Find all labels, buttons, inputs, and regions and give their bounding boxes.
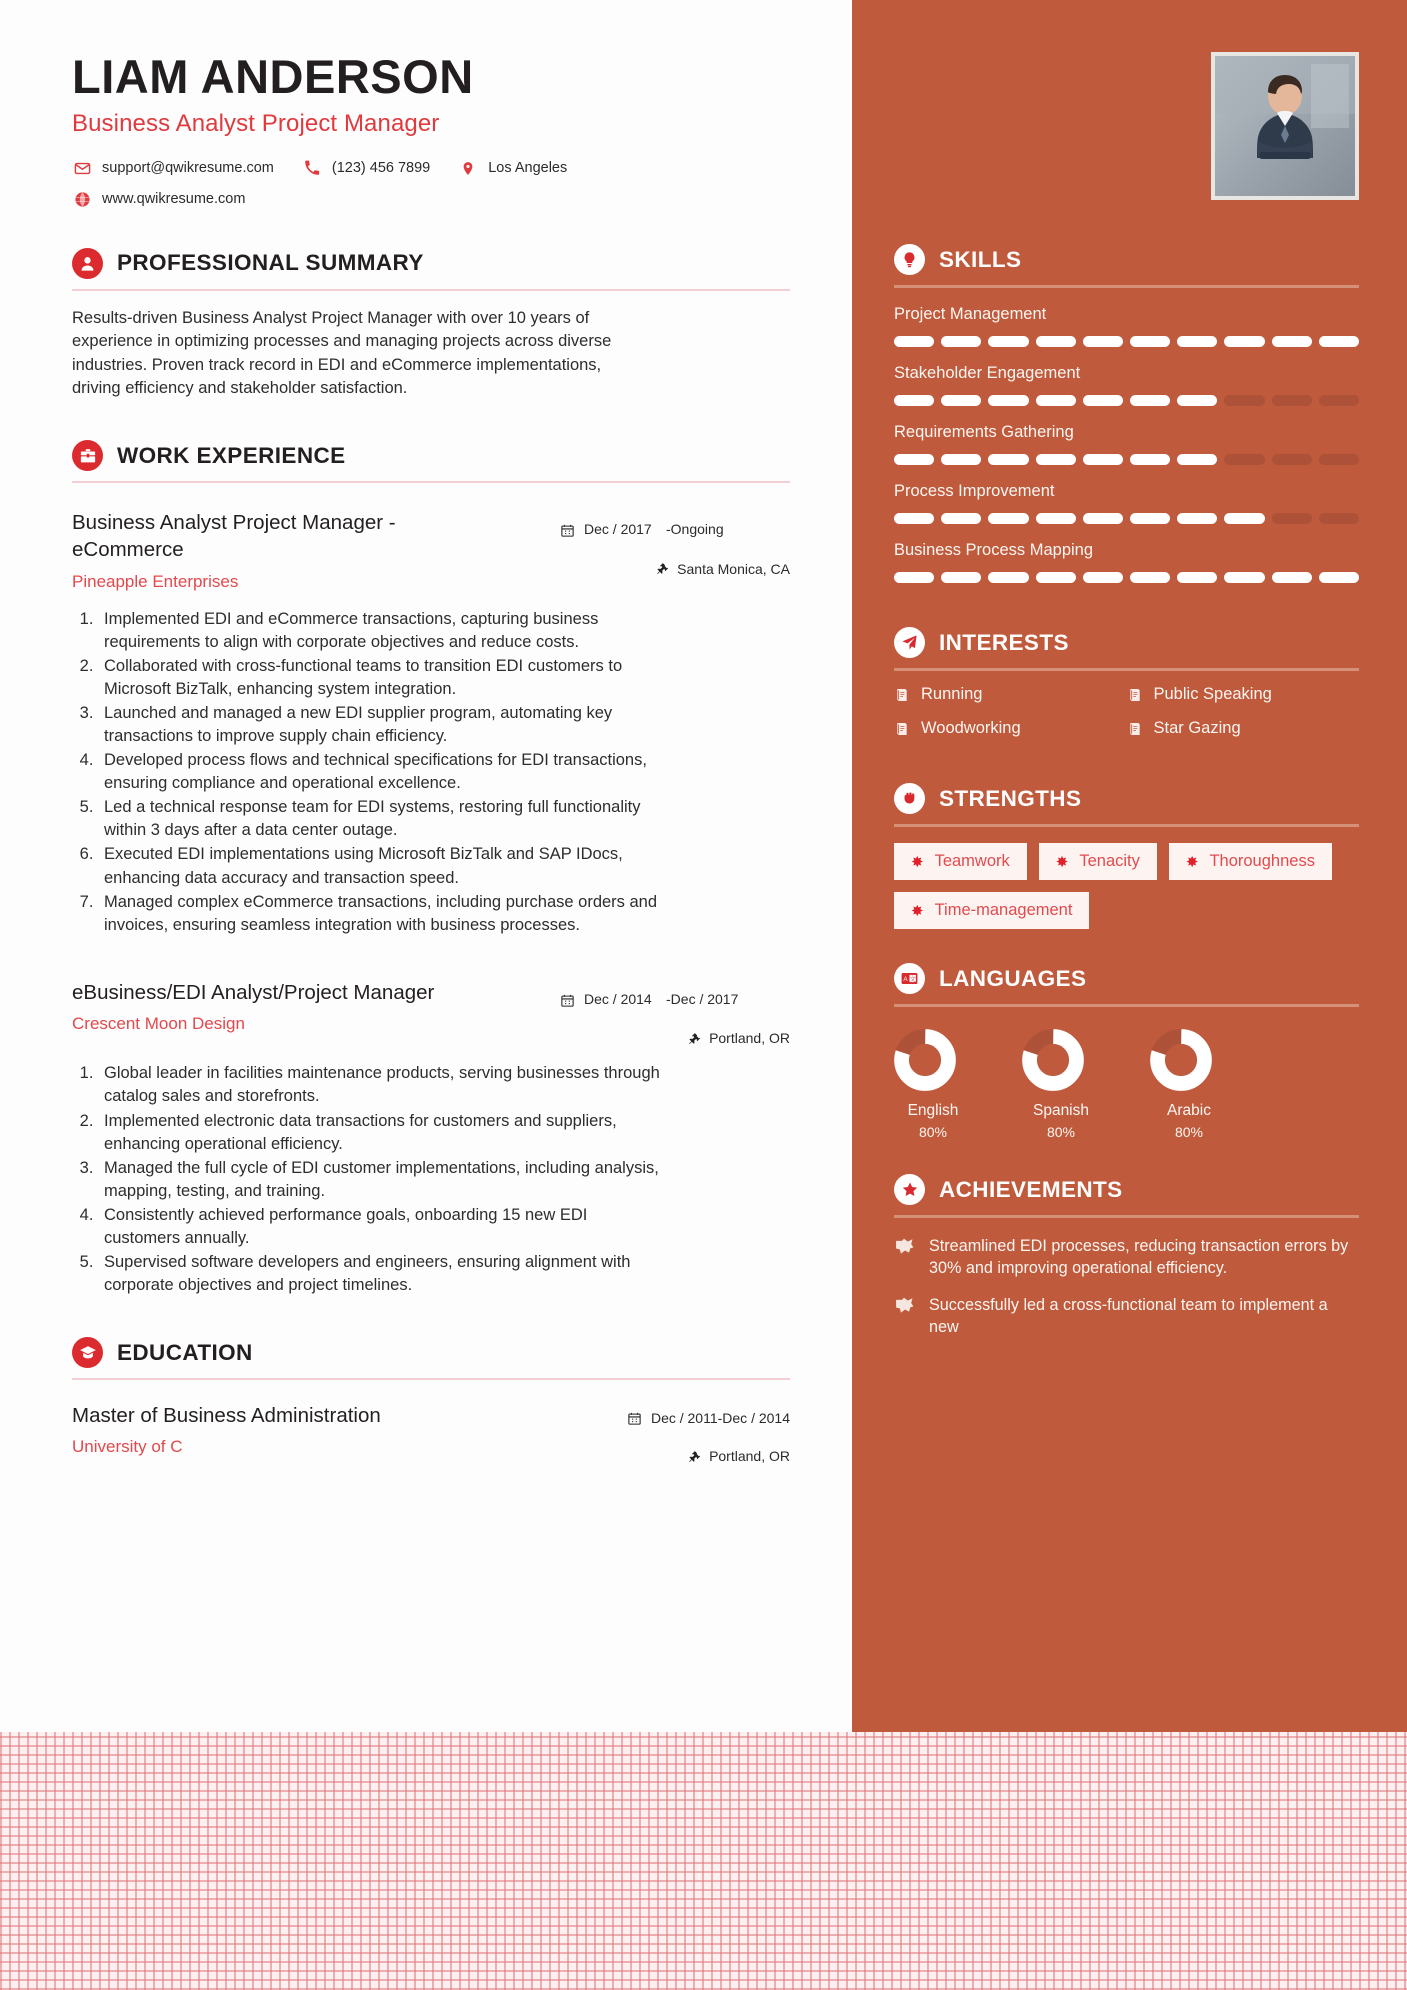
right-fade-overlay	[852, 1692, 1407, 1732]
job-entry	[72, 509, 790, 936]
pushpin-icon	[656, 561, 669, 576]
contact-email[interactable]	[72, 160, 274, 177]
achievement-text: Streamlined EDI processes, reducing transaction errors by 30% and improving operational efficiency.	[929, 1237, 1349, 1277]
fist-icon	[894, 783, 925, 814]
calendar-icon	[560, 521, 575, 538]
achievements-title: ACHIEVEMENTS	[939, 1176, 1123, 1202]
education-location-text: Portland, OR	[709, 1448, 790, 1465]
education-left	[72, 1404, 381, 1457]
burst-icon: ✸	[1055, 853, 1069, 871]
strength-label: Thoroughness	[1209, 852, 1315, 870]
education-title: EDUCATION	[117, 1339, 253, 1365]
pushpin-icon	[688, 1031, 701, 1046]
burst-icon: ✸	[1185, 853, 1199, 871]
section-professional-summary	[72, 248, 790, 401]
burst-icon: ✸	[911, 853, 924, 871]
interest-label: Woodworking	[921, 719, 1021, 737]
star-badge-icon	[894, 1295, 916, 1338]
job-entry	[72, 979, 790, 1297]
skill-name: Business Process Mapping	[894, 541, 1094, 559]
page-title: LIAM ANDERSON	[72, 50, 474, 103]
summary-text: Results-driven Business Analyst Project Manager with over 10 years of experience in optimizing processes and managing projects across diverse industries. Proven track record in EDI and eCommerce implementations, driving efficiency and stakeholder satisfaction.	[72, 308, 612, 398]
job-date-end: Ongoing	[670, 521, 724, 538]
location-pin-icon	[458, 160, 478, 177]
job-bullet: 3. Managed the full cycle of EDI customer implementations, including analysis, mapping, testing, and training.	[98, 1157, 663, 1203]
contact-website[interactable]	[72, 191, 762, 208]
skill-name: Process Improvement	[894, 482, 1055, 500]
job-location-text: Santa Monica, CA	[677, 560, 790, 577]
language-name: English	[907, 1102, 959, 1119]
education-dates-text: Dec / 2011-Dec / 2014	[650, 1410, 790, 1427]
achievements-divider	[894, 1215, 1359, 1218]
paper-plane-icon	[894, 627, 925, 658]
skills-title: SKILLS	[939, 246, 1022, 272]
summary-title: PROFESSIONAL SUMMARY	[117, 250, 424, 276]
job-date-start: Dec / 2017	[584, 521, 652, 538]
language-percent: 80%	[1046, 1124, 1076, 1140]
job-dates	[560, 521, 790, 539]
skills-divider	[894, 285, 1359, 288]
pushpin-icon	[688, 1449, 701, 1464]
strength-label: Teamwork	[934, 852, 1010, 870]
contact-location-text: Los Angeles	[488, 160, 568, 177]
job-bullet: 3. Launched and managed a new EDI supplier program, automating key transactions to improve supply chain efficiency.	[98, 702, 663, 748]
section-strengths	[894, 783, 1359, 929]
strengths-divider	[894, 824, 1359, 827]
job-bullet: 2. Implemented electronic data transactions for customers and suppliers, enhancing operational efficiency.	[98, 1110, 663, 1156]
achievement-item	[894, 1295, 1359, 1338]
language-name: Spanish	[1032, 1102, 1089, 1119]
graduation-cap-icon	[72, 1337, 103, 1368]
interest-label: Running	[921, 685, 983, 703]
skill-bar	[894, 395, 1359, 406]
job-top-row	[72, 979, 790, 1047]
job-meta	[560, 979, 790, 1047]
skill-bar	[894, 454, 1359, 465]
section-achievements	[894, 1174, 1359, 1338]
star-circle-icon	[894, 1174, 925, 1205]
skill-item	[894, 482, 1359, 524]
star-badge-icon	[894, 1236, 916, 1279]
skill-item	[894, 423, 1359, 465]
job-left	[72, 979, 434, 1034]
interest-label: Public Speaking	[1153, 685, 1272, 703]
summary-header	[72, 248, 790, 289]
section-work-experience	[72, 440, 790, 1297]
book-icon	[1127, 687, 1143, 703]
skill-bar	[894, 513, 1359, 524]
interests-divider	[894, 668, 1359, 671]
contact-website-text: www.qwikresume.com	[102, 191, 246, 208]
skill-name: Requirements Gathering	[894, 423, 1074, 441]
job-date-start: Dec / 2014	[584, 990, 652, 1007]
language-donut-chart	[894, 1029, 956, 1091]
strength-chip	[1169, 843, 1332, 880]
svg-text:文: 文	[909, 975, 916, 983]
achievements-list	[894, 1236, 1359, 1338]
strength-chip	[894, 892, 1089, 929]
strength-label: Time-management	[934, 901, 1073, 919]
user-circle-icon	[72, 248, 103, 279]
experience-header	[72, 440, 790, 481]
skill-name: Stakeholder Engagement	[894, 364, 1081, 382]
job-bullet: 2. Collaborated with cross-functional teams to transition EDI customers to Microsoft BizTalk, enhancing system integration.	[98, 655, 663, 701]
job-location	[560, 1030, 790, 1046]
job-bullet: 4. Developed process flows and technical specifications for EDI transactions, ensuring compliance and operational excellence.	[98, 749, 663, 795]
languages-title: LANGUAGES	[939, 965, 1087, 991]
job-bullet: 1. Implemented EDI and eCommerce transactions, capturing business requirements to align with corporate objectives and reduce costs.	[98, 608, 663, 654]
education-header	[72, 1337, 790, 1378]
strength-chip	[1039, 843, 1157, 880]
job-left	[72, 509, 462, 591]
job-date-separator: -	[666, 990, 671, 1007]
language-donut-chart	[1150, 1029, 1212, 1091]
job-top-row	[72, 509, 790, 591]
interest-item	[1127, 685, 1360, 704]
strengths-header	[894, 783, 1359, 824]
experience-title: WORK EXPERIENCE	[117, 442, 346, 468]
strengths-title: STRENGTHS	[939, 785, 1082, 811]
language-item	[894, 1029, 972, 1140]
job-bullet: 1. Global leader in facilities maintenance products, serving businesses through catalog sales and storefronts.	[98, 1062, 663, 1108]
contact-location[interactable]	[458, 160, 567, 177]
job-company: Crescent Moon Design	[72, 1013, 245, 1033]
job-location-text: Portland, OR	[709, 1030, 790, 1047]
job-bullets	[98, 1062, 790, 1297]
job-meta	[560, 509, 790, 577]
interests-header	[894, 627, 1359, 668]
achievement-text: Successfully led a cross-functional team to implement a new	[929, 1296, 1328, 1336]
section-interests	[894, 627, 1359, 753]
calendar-icon	[560, 991, 575, 1008]
job-bullet: 6. Executed EDI implementations using Microsoft BizTalk and SAP IDocs, enhancing data accuracy and transaction speed.	[98, 843, 663, 889]
svg-text:A: A	[903, 975, 908, 983]
languages-list	[894, 1029, 1359, 1140]
languages-header	[894, 963, 1359, 1004]
contact-email-text: support@qwikresume.com	[102, 160, 274, 177]
interest-label: Star Gazing	[1153, 719, 1241, 737]
languages-divider	[894, 1004, 1359, 1007]
globe-icon	[72, 191, 92, 208]
section-skills	[894, 244, 1359, 583]
job-date-end: Dec / 2017	[670, 990, 739, 1007]
education-meta	[627, 1404, 790, 1464]
skill-item	[894, 364, 1359, 406]
language-donut-chart	[1022, 1029, 1084, 1091]
contact-phone-text: (123) 456 7899	[331, 160, 431, 177]
job-bullet: 5. Supervised software developers and engineers, ensuring alignment with corporate objectives and project timelines.	[98, 1251, 663, 1297]
skills-header	[894, 244, 1359, 285]
summary-divider	[72, 289, 790, 291]
phone-icon	[302, 160, 322, 176]
book-icon	[894, 687, 910, 703]
language-percent: 80%	[918, 1124, 948, 1140]
interest-item	[894, 719, 1127, 738]
page-bottom-hatch-band	[0, 1732, 1407, 1990]
interests-title: INTERESTS	[939, 629, 1069, 655]
avatar	[1211, 52, 1359, 200]
language-percent: 80%	[1174, 1124, 1204, 1140]
education-divider	[72, 1378, 790, 1380]
job-dates	[560, 991, 790, 1009]
job-title: eBusiness/EDI Analyst/Project Manager	[72, 980, 435, 1004]
section-languages	[894, 963, 1359, 1140]
education-degree: Master of Business Administration	[72, 1404, 381, 1428]
left-fade-overlay	[0, 1692, 852, 1732]
job-subtitle: Business Analyst Project Manager	[72, 109, 440, 137]
skill-item	[894, 541, 1359, 583]
job-bullet: 5. Led a technical response team for EDI systems, restoring full functionality within 3 days after a data center outage.	[98, 796, 663, 842]
job-company: Pineapple Enterprises	[72, 571, 239, 591]
achievement-item	[894, 1236, 1359, 1279]
education-entry	[72, 1404, 790, 1464]
job-bullet: 7. Managed complex eCommerce transactions, including purchase orders and invoices, ensuring seamless integration with business processes.	[98, 891, 663, 937]
achievements-header	[894, 1174, 1359, 1215]
language-item	[1150, 1029, 1228, 1140]
burst-icon: ✸	[911, 902, 924, 920]
job-location	[560, 561, 790, 577]
interest-item	[894, 685, 1127, 704]
job-bullets	[98, 608, 790, 937]
right-sidebar	[852, 0, 1407, 1732]
book-icon	[894, 721, 910, 737]
job-bullet: 4. Consistently achieved performance goals, onboarding 15 new EDI customers annually.	[98, 1204, 663, 1250]
book-icon	[1127, 721, 1143, 737]
contact-list	[72, 160, 790, 208]
contact-phone[interactable]	[302, 160, 430, 176]
education-location	[627, 1448, 790, 1464]
language-item	[1022, 1029, 1100, 1140]
experience-divider	[72, 481, 790, 483]
skill-name: Project Management	[894, 305, 1047, 323]
education-top-row	[72, 1404, 790, 1464]
email-icon	[72, 160, 92, 177]
language-name: Arabic	[1167, 1102, 1211, 1119]
skill-item	[894, 305, 1359, 347]
strengths-list	[894, 843, 1359, 929]
strength-chip	[894, 843, 1027, 880]
education-dates	[627, 1404, 790, 1426]
translate-icon	[894, 963, 925, 994]
skill-bar	[894, 336, 1359, 347]
calendar-icon	[627, 1411, 642, 1426]
interests-list	[894, 685, 1359, 753]
section-education	[72, 1337, 790, 1464]
lightbulb-icon	[894, 244, 925, 275]
briefcase-icon	[72, 440, 103, 471]
interest-item	[1127, 719, 1360, 738]
job-title: Business Analyst Project Manager - eCommerce	[72, 511, 396, 562]
skill-bar	[894, 572, 1359, 583]
strength-label: Tenacity	[1079, 852, 1140, 870]
job-date-separator: -	[666, 521, 671, 538]
education-school: University of C	[72, 1437, 183, 1457]
